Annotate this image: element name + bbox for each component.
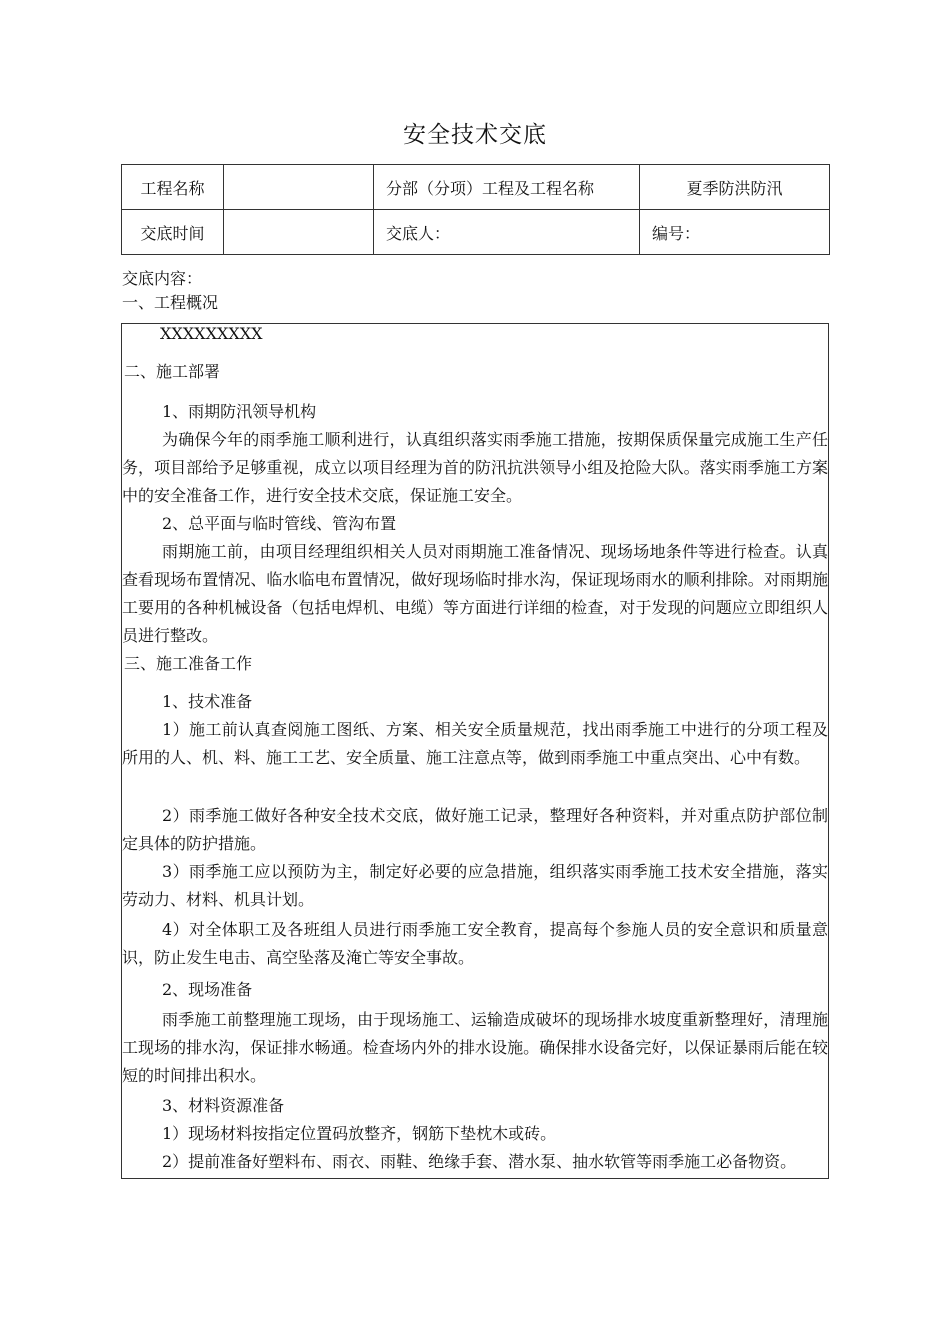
section3-title: 三、施工准备工作 — [124, 654, 253, 673]
s3-paragraph-1: 1）施工前认真查阅施工图纸、方案、相关安全质量规范，找出雨季施工中进行的分项工程及所用的人、机、料、施工工艺、安全质量、施工注意点等，做到雨季施工中重点突出、心中有数。 — [122, 720, 828, 767]
header-row-project — [122, 165, 830, 210]
content-box — [121, 323, 829, 1179]
document-title: 安全技术交底 — [403, 122, 547, 148]
s3-item1-title: 1、技术准备 — [162, 692, 253, 711]
s3-paragraph-3: 3）雨季施工应以预防为主，制定好必要的应急措施，组织落实雨季施工技术安全措施，落实劳动力、材料、机具计划。 — [122, 862, 828, 909]
s3-material-1: 1）现场材料按指定位置码放整齐，钢筋下垫枕木或砖。 — [162, 1124, 557, 1143]
s3-item2-title: 2、现场准备 — [162, 980, 253, 999]
s3-item3-title: 3、材料资源准备 — [162, 1096, 285, 1115]
overview-text: XXXXXXXXX — [160, 324, 263, 343]
s3-item2-text: 雨季施工前整理施工现场，由于现场施工、运输造成破坏的现场排水坡度重新整理好，清理施工现场的排水沟，保证排水畅通。检查场内外的排水设施。确保排水设备完好，以保证暴雨后能在较短的时间排出积水。 — [122, 1010, 828, 1085]
time-value[interactable] — [224, 210, 374, 255]
project-name-value[interactable] — [224, 165, 374, 210]
s2-item1-title: 1、雨期防汛领导机构 — [162, 402, 317, 421]
s2-item2-text: 雨期施工前，由项目经理组织相关人员对雨期施工准备情况、现场场地条件等进行检查。认真查看现场布置情况、临水临电布置情况，做好现场临时排水沟，保证现场雨水的顺利排除。对雨期施工要用的各种机械设备（包括电焊机、电缆）等方面进行详细的检查，对于发现的问题应立即组织人员进行整改。 — [122, 542, 828, 645]
sub-project-label: 分部（分项）工程及工程名称 — [374, 165, 640, 210]
s3-material-2: 2）提前准备好塑料布、雨衣、雨鞋、绝缘手套、潜水泵、抽水软管等雨季施工必备物资。 — [162, 1152, 797, 1171]
header-table — [121, 164, 830, 255]
section2-title: 二、施工部署 — [124, 362, 221, 381]
s3-paragraph-4: 4）对全体职工及各班组人员进行雨季施工安全教育，提高每个参施人员的安全意识和质量意识，防止发生电击、高空坠落及淹亡等安全事故。 — [122, 920, 828, 967]
content-label: 交底内容： — [122, 269, 203, 288]
header-row-time — [122, 210, 830, 255]
sub-project-value[interactable]: 夏季防洪防汛 — [640, 165, 830, 210]
number-label[interactable]: 编号： — [640, 210, 830, 255]
section1-title: 一、工程概况 — [122, 293, 219, 312]
s3-paragraph-2: 2）雨季施工做好各种安全技术交底，做好施工记录，整理好各种资料，并对重点防护部位制定具体的防护措施。 — [122, 806, 828, 853]
person-label[interactable]: 交底人： — [374, 210, 640, 255]
s2-item2-title: 2、总平面与临时管线、管沟布置 — [162, 514, 397, 533]
s2-item1-text: 为确保今年的雨季施工顺利进行，认真组织落实雨季施工措施，按期保质保量完成施工生产任务，项目部给予足够重视，成立以项目经理为首的防汛抗洪领导小组及抢险大队。落实雨季施工方案中的安全准备工作，进行安全技术交底，保证施工安全。 — [122, 430, 828, 505]
project-name-label: 工程名称 — [122, 165, 224, 210]
time-label: 交底时间 — [122, 210, 224, 255]
